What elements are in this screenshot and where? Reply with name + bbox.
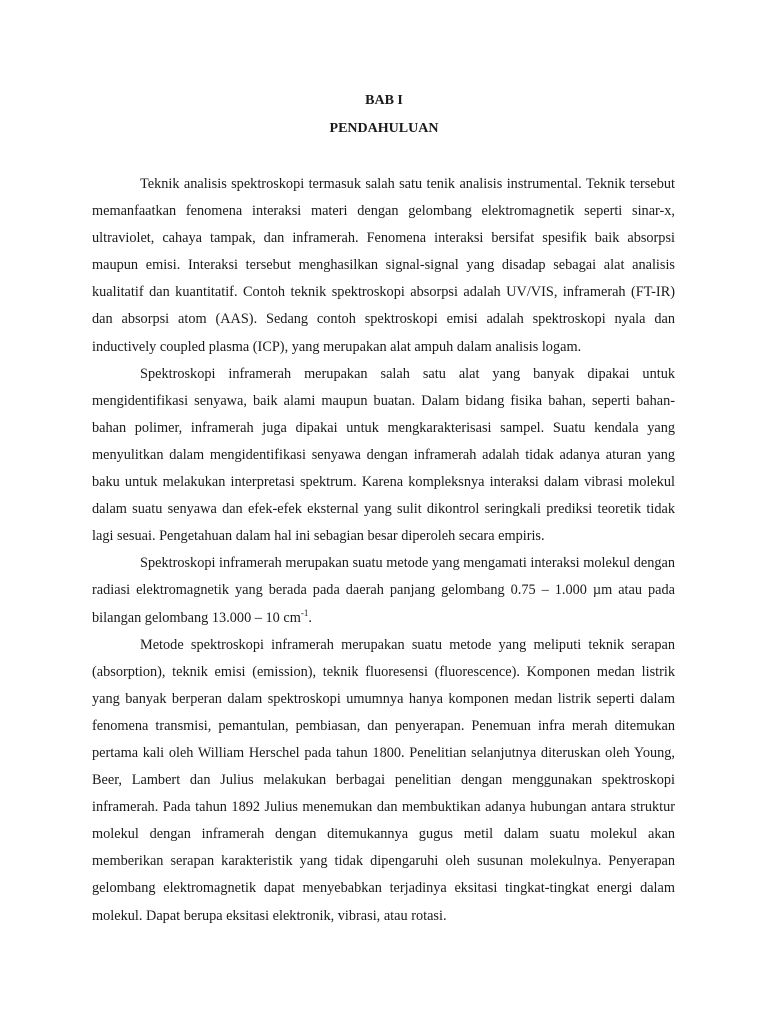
body-text bbox=[92, 171, 675, 930]
paragraph-3-end: . bbox=[308, 609, 312, 626]
paragraph-3 bbox=[92, 550, 675, 631]
chapter-title: PENDAHULUAN bbox=[329, 121, 439, 136]
paragraph-3-text: Spektroskopi inframerah merupakan suatu metode yang mengamati interaksi molekul dengan radiasi elektromagnetik yang berada pada daerah panjang gelombang 0.75 – 1.000 µm atau pada bilangan gelombang 13.000 – 10 cm bbox=[92, 555, 675, 626]
chapter-number: BAB I bbox=[365, 93, 403, 108]
paragraph-4: Metode spektroskopi inframerah merupakan suatu metode yang meliputi teknik serapan (absorption), teknik emisi (emission), teknik fluoresensi (fluorescence). Komponen medan listrik yang banyak berperan dalam spektroskopi umumnya hanya komponen medan listrik seperti dalam fenomena transmisi, pemantulan, pembiasan, dan penyerapan. Penemuan infra merah ditemukan pertama kali oleh William Herschel pada tahun 1800. Penelitian selanjutnya diteruskan oleh Young, Beer, Lambert dan Julius melakukan berbagai penelitian dengan menggunakan spektroskopi inframerah. Pada tahun 1892 Julius menemukan dan membuktikan adanya hubungan antara struktur molekul dengan inframerah dengan ditemukannya gugus metil dalam suatu molekul akan memberikan serapan karakteristik yang tidak dipengaruhi oleh susunan molekulnya. Penyerapan gelombang elektromagnetik dapat menyebabkan terjadinya eksitasi tingkat-tingkat energi dalam molekul. Dapat berupa eksitasi elektronik, vibrasi, atau rotasi. bbox=[92, 636, 675, 924]
paragraph-1: Teknik analisis spektroskopi termasuk salah satu tenik analisis instrumental. Teknik tersebut memanfaatkan fenomena interaksi materi dengan gelombang elektromagnetik seperti sinar-x, ultraviolet, cahaya tampak, dan inframerah. Fenomena interaksi bersifat spesifik baik absorpsi maupun emisi. Interaksi tersebut menghasilkan signal-signal yang disadap sebagai alat analisis kualitatif dan kuantitatif. Contoh teknik spektroskopi absorpsi adalah UV/VIS, inframerah (FT-IR) dan absorpsi atom (AAS). Sedang contoh spektroskopi emisi adalah spektroskopi nyala dan inductively coupled plasma (ICP), yang merupakan alat ampuh dalam analisis logam. bbox=[92, 176, 675, 355]
paragraph-3-superscript: -1 bbox=[300, 607, 309, 618]
paragraph-2: Spektroskopi inframerah merupakan salah satu alat yang banyak dipakai untuk mengidentifikasi senyawa, baik alami maupun buatan. Dalam bidang fisika bahan, seperti bahan-bahan polimer, inframerah juga dipakai untuk mengkarakterisasi sampel. Suatu kendala yang menyulitkan dalam mengidentifikasi senyawa dengan inframerah adalah tidak adanya aturan yang baku untuk melakukan interpretasi spektrum. Karena kompleksnya interaksi dalam vibrasi molekul dalam suatu senyawa dan efek-efek eksternal yang sulit dikontrol seringkali prediksi teoretik tidak lagi sesuai. Pengetahuan dalam hal ini sebagian besar diperoleh secara empiris. bbox=[92, 365, 675, 545]
